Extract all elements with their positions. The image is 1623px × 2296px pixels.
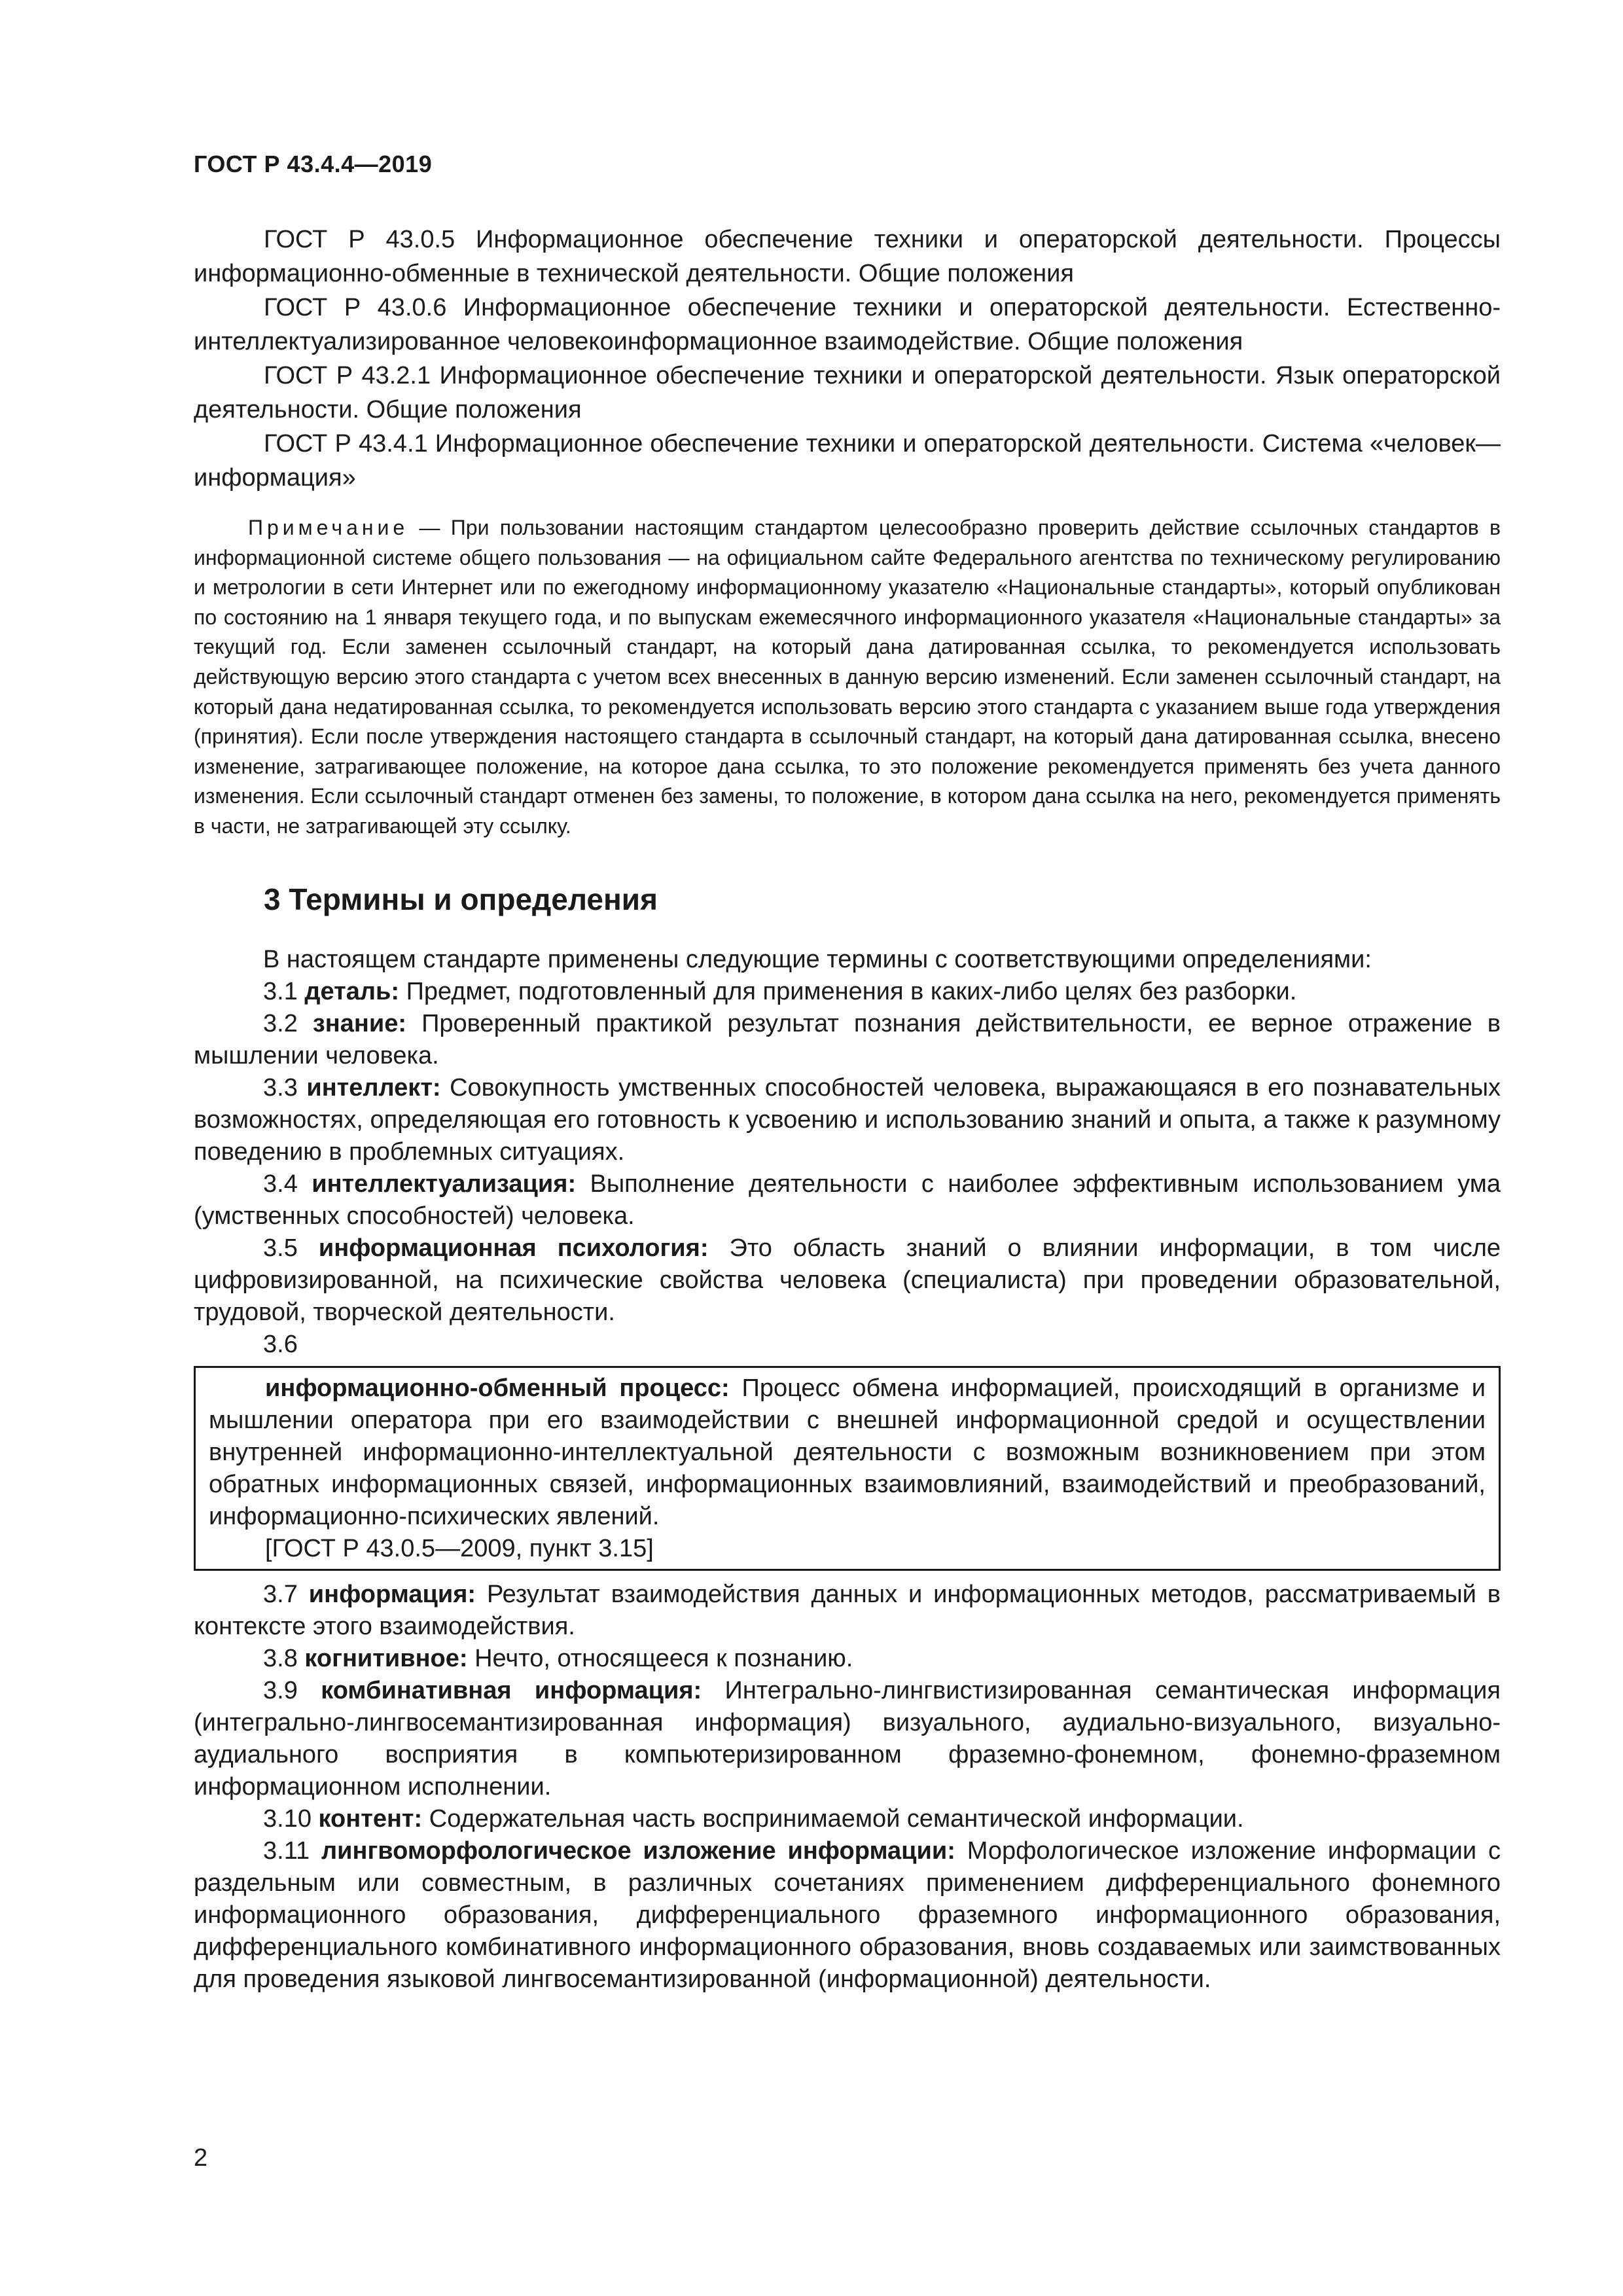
reference-item: ГОСТ Р 43.2.1 Информационное обеспечение техники и операторской деятельности. Язык операторской деятельности. Общие положения <box>194 362 1501 423</box>
term-item <box>194 1835 1501 1996</box>
term-definition: Нечто, относящееся к познанию. <box>474 1644 853 1672</box>
term-item <box>194 1072 1501 1168</box>
term-definition: Совокупность умственных способностей человека, выражающаяся в его познавательных возможностях, определяющая его готовность к усвоению и использованию знаний и опыта, а также к разумному поведению в проблемных ситуациях. <box>194 1073 1501 1166</box>
term-definition: Интегрально-лингвистизированная семантическая информация (интегрально-лингвосемантизированная информация) визуального, аудиально-визуального, визуально-аудиального восприятия в компьютеризированном фраземно-фонемном, фонемно-фраземном информационном исполнении. <box>194 1676 1501 1801</box>
term-name: комбинативная информация: <box>321 1676 702 1704</box>
term-definition: Выполнение деятельности с наиболее эффективным использованием ума (умственных способностей) человека. <box>194 1170 1501 1230</box>
term-name: когнитивное: <box>304 1644 468 1672</box>
term-name: деталь: <box>304 977 400 1005</box>
term-definition: Предмет, подготовленный для применения в каких-либо целях без разборки. <box>406 977 1297 1005</box>
boxed-term-name: информационно-обменный процесс: <box>265 1374 730 1402</box>
section-intro: В настоящем стандарте применены следующие термины с соответствующими определениями: <box>263 945 1372 973</box>
term-item <box>194 1643 1501 1675</box>
term-number: 3.2 <box>263 1009 298 1037</box>
normative-references <box>194 223 1501 495</box>
boxed-term-text <box>209 1372 1486 1533</box>
term-definition: Содержательная часть воспринимаемой семантической информации. <box>429 1804 1244 1833</box>
term-name: знание: <box>312 1009 406 1037</box>
references-note <box>194 513 1501 842</box>
boxed-term-frame <box>194 1366 1501 1571</box>
term-definition: Морфологическое изложение информации с раздельным или совместным, в различных сочетаниях применением дифференциального фонемного информационного образования, дифференциального фраземного информационного образования, дифференциального комбинативного информационного образования, вновь создаваемых или заимствованных для проведения языковой лингвосемантизированной (информационной) деятельности. <box>194 1837 1501 1993</box>
term-number: 3.4 <box>263 1170 298 1198</box>
section-title: 3 Термины и определения <box>264 882 658 916</box>
terms-list <box>194 944 1501 1996</box>
term-number: 3.3 <box>263 1073 298 1102</box>
term-number: 3.5 <box>263 1234 298 1262</box>
reference-item: ГОСТ Р 43.4.1 Информационное обеспечение техники и операторской деятельности. Система «человек—информация» <box>194 430 1501 492</box>
term-name: лингвоморфологическое изложение информации: <box>321 1837 955 1865</box>
reference-item: ГОСТ Р 43.0.6 Информационное обеспечение техники и операторской деятельности. Естественно-интеллектуализированное человекоинформационное взаимодействие. Общие положения <box>194 294 1501 355</box>
term-name: информация: <box>308 1580 476 1608</box>
boxed-term-definition: Процесс обмена информацией, происходящий в организме и мышлении оператора при его взаимодействии с внешней информационной средой и осуществлении внутренней информационно-интеллектуальной деятельности с возможным возникновением при этом обратных информационных связей, информационных взаимовлияний, взаимодействий и преобразований, информационно-психических явлений. <box>209 1374 1486 1530</box>
term-name: интеллектуализация: <box>312 1170 577 1198</box>
term-item <box>194 976 1501 1008</box>
term-item <box>194 1008 1501 1072</box>
note-label: Примечание <box>248 516 409 539</box>
term-number: 3.9 <box>263 1676 298 1704</box>
boxed-term-source: [ГОСТ Р 43.0.5—2009, пункт 3.15] <box>265 1534 654 1562</box>
term-number: 3.8 <box>263 1644 298 1672</box>
term-item <box>194 1168 1501 1232</box>
term-definition: Это область знаний о влиянии информации, в том числе цифровизированной, на психические свойства человека (специалиста) при проведении образовательной, трудовой, творческой деятельности. <box>194 1234 1501 1326</box>
term-name: интеллект: <box>306 1073 441 1102</box>
term-item <box>194 1675 1501 1803</box>
page-body <box>194 223 1501 1996</box>
note-paragraph <box>194 513 1501 842</box>
term-item <box>194 1579 1501 1643</box>
page-number: 2 <box>194 2144 208 2172</box>
note-text: — При пользовании настоящим стандартом целесообразно проверить действие ссылочных стандартов в информационной системе общего пользования — на официальном сайте Федерального агентства по техническому регулированию и метрологии в сети Интернет или по ежегодному информационному указателю «Национальные стандарты», который опубликован по состоянию на 1 января текущего года, и по выпускам ежемесячного информационного указателя «Национальные стандарты» за текущий год. Если заменен ссылочный стандарт, на который дана датированная ссылка, то рекомендуется использовать действующую версию этого стандарта с учетом всех внесенных в данную версию изменений. Если заменен ссылочный стандарт, на который дана недатированная ссылка, то рекомендуется использовать версию этого стандарта с указанием выше года утверждения (принятия). Если после утверждения настоящего стандарта в ссылочный стандарт, на который дана датированная ссылка, внесено изменение, затрагивающее положение, на которое дана ссылка, то это положение рекомендуется применять без учета данного изменения. Если ссылочный стандарт отменен без замены, то положение, в котором дана ссылка на него, рекомендуется применять в части, не затрагивающей эту ссылку. <box>194 516 1501 838</box>
standard-code-header: ГОСТ Р 43.4.4—2019 <box>194 151 433 177</box>
boxed-term-number: 3.6 <box>263 1330 298 1358</box>
term-item <box>194 1232 1501 1329</box>
term-name: информационная психология: <box>318 1234 709 1262</box>
term-number: 3.11 <box>263 1837 310 1865</box>
term-number: 3.10 <box>263 1804 312 1833</box>
term-number: 3.1 <box>263 977 298 1005</box>
term-item <box>194 1803 1501 1835</box>
term-definition: Проверенный практикой результат познания действительности, ее верное отражение в мышлении человека. <box>194 1009 1501 1069</box>
term-number: 3.7 <box>263 1580 298 1608</box>
term-name: контент: <box>318 1804 423 1833</box>
term-definition: Результат взаимодействия данных и информационных методов, рассматриваемый в контексте этого взаимодействия. <box>194 1580 1501 1640</box>
reference-item: ГОСТ Р 43.0.5 Информационное обеспечение техники и операторской деятельности. Процессы информационно-обменные в технической деятельности. Общие положения <box>194 226 1501 287</box>
